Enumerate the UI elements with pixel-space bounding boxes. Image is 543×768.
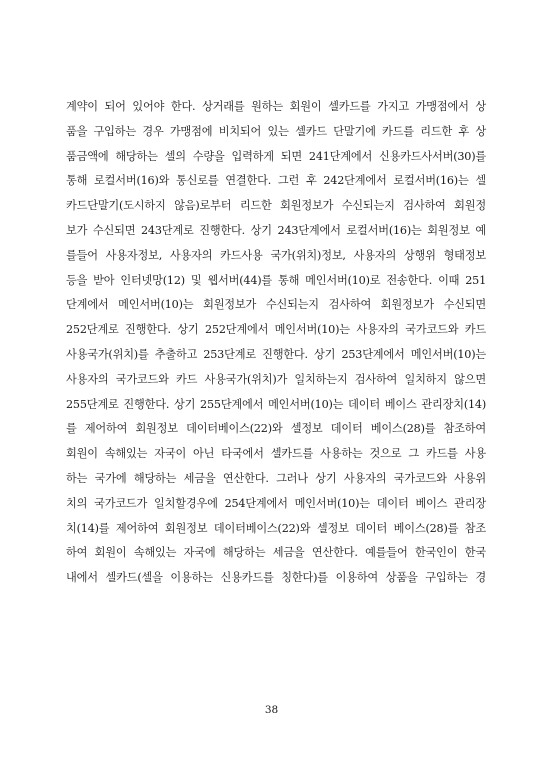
text-line: 255단계로 진행한다. 상기 255단계에서 메인서버(10)는 데이터 베이스 관리장치(14) (66, 397, 486, 411)
page-number: 38 (264, 704, 279, 716)
text-line: 를들어 사용자정보, 사용자의 카드사용 국가(위치)정보, 사용자의 상행위 형태정보 (66, 248, 486, 262)
body-paragraph (66, 95, 486, 591)
text-line: 통해 로컬서버(16)와 통신로를 연결한다. 그런 후 242단계에서 로컬서버(16)는 셀 (66, 174, 486, 188)
text-line: 계약이 되어 있어야 한다. 상거래를 원하는 회원이 셀카드를 가지고 가맹점에서 상 (66, 100, 486, 113)
text-line: 사용자의 국가코드와 카드 사용국가(위치)가 일치하는지 검사하여 일치하지 않으면 (66, 372, 486, 386)
text-line: 회원이 속해있는 자국이 아닌 타국에서 셀카드를 사용하는 것으로 그 카드를 사용 (66, 447, 486, 461)
text-line: 사용국가(위치)를 추출하고 253단계로 진행한다. 상기 253단계에서 메인서버(10)는 (66, 347, 486, 361)
text-line: 치(14)를 제어하여 회원정보 데이터베이스(22)와 셀정보 데이터 베이스(28)를 참조 (66, 521, 486, 535)
text-line: 하는 국가에 해당하는 세금을 연산한다. 그러나 상기 사용자의 국가코드와 사용위 (66, 471, 486, 485)
text-line: 품금액에 해당하는 셀의 수량을 입력하게 되면 241단계에서 신용카드사서버(30)를 (66, 149, 486, 163)
text-line: 하여 회원이 속해있는 자국에 해당하는 세금을 연산한다. 예를들어 한국인이 한국 (66, 546, 486, 560)
text-line: 252단계로 진행한다. 상기 252단계에서 메인서버(10)는 사용자의 국가코드와 카드 (66, 323, 486, 337)
text-line: 보가 수신되면 243단계로 진행한다. 상기 243단계에서 로컬서버(16)는 회원정보 예 (66, 223, 486, 237)
text-line: 카드단말기(도시하지 않음)로부터 리드한 회원정보가 수신되는지 검사하여 회원정 (66, 199, 486, 213)
text-line: 품을 구입하는 경우 가맹점에 비치되어 있는 셀카드 단말기에 카드를 리드한 후 상 (66, 124, 486, 138)
text-line: 등을 받아 인터넷망(12) 및 웹서버(44)를 통해 메인서버(10)로 전송한다. 이때 251 (66, 273, 486, 287)
text-line: 내에서 셀카드(셀을 이용하는 신용카드를 칭한다)를 이용하여 상품을 구입하는 경 (66, 571, 486, 585)
text-line: 를 제어하여 회원정보 데이터베이스(22)와 셀정보 데이터 베이스(28)를 참조하여 (66, 422, 486, 436)
text-line: 단계에서 메인서버(10)는 회원정보가 수신되는지 검사하여 회원정보가 수신되면 (66, 298, 486, 312)
text-line: 치의 국가코드가 일치할경우에 254단계에서 메인서버(10)는 데이터 베이스 관리장 (66, 496, 486, 510)
